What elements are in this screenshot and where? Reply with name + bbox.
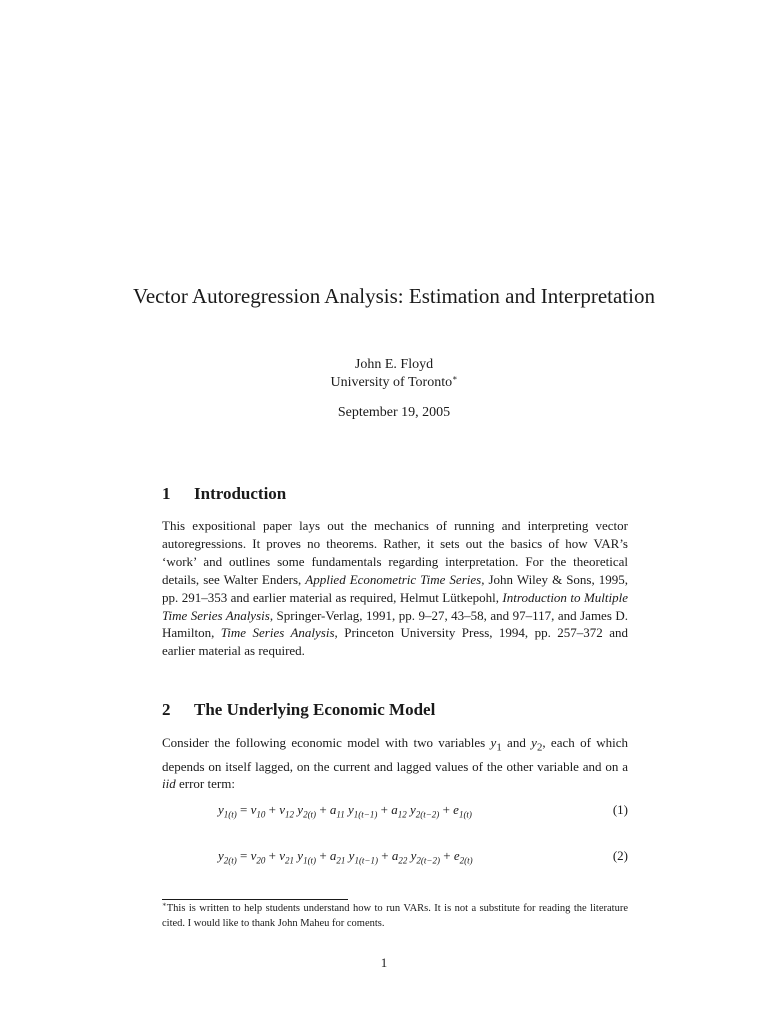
emphasis-text: y [531,735,537,750]
eq-operator: + [439,802,454,817]
footnote-text: This is written to help students understand how to run VARs. It is not a substitute for reading the literature cited. I would like to thank John Maheu for coments. [162,903,628,929]
equation-1 [218,801,628,824]
eq-subscript: 2(t−2) [416,855,440,866]
subscript-text: 2 [536,741,543,754]
eq-symbol: v [279,848,286,863]
footnote [162,902,628,931]
section-number: 2 [162,700,171,719]
eq-symbol: y [406,802,416,817]
paper-title: Vector Autoregression Analysis: Estimation and Interpretation [133,284,655,308]
eq-symbol: y [294,848,304,863]
body-text: and [501,735,532,750]
eq-operator: + [316,802,330,817]
eq-symbol: y [345,848,355,863]
eq-subscript: 1(t) [458,809,472,820]
equation-number: (1) [612,802,628,817]
body-text: , each of which depends on itself lagged, on the current and lagged values of the other variable and on a [162,735,628,774]
emphasis-text: Applied Econometric Time Series [305,571,482,587]
eq-subscript: 1(t−1) [353,809,378,820]
eq-symbol: v [279,802,286,817]
eq-subscript: 1(t) [303,855,317,866]
eq-subscript: 12 [397,809,407,820]
eq-subscript: 2(t−2) [415,809,440,820]
emphasis-text: Introduction to Multiple Time Series Analysis [162,589,628,623]
eq-subscript: 2(t) [459,855,473,866]
equation-number: (2) [612,848,628,863]
eq-subscript: 11 [336,809,345,820]
emphasis-text: iid [162,776,176,792]
paper-date: September 19, 2005 [337,405,451,420]
eq-symbol: y [344,802,354,817]
section-title: Introduction [194,484,287,503]
equation-2 [218,847,628,870]
eq-operator: + [265,848,280,863]
eq-symbol: y [407,848,417,863]
eq-symbol: a [391,848,399,863]
eq-subscript: 22 [398,855,408,866]
author-affiliation: University of Toronto [330,375,453,390]
section-heading-introduction [162,484,286,504]
emphasis-text: Time Series Analysis [220,625,335,641]
eq-symbol: a [329,802,337,817]
eq-subscript: 10 [256,809,266,820]
eq-subscript: 21 [336,855,346,866]
emphasis-text: y [490,735,497,750]
eq-subscript: 2(t) [223,855,237,866]
eq-symbol: y [218,848,224,863]
eq-symbol: a [329,848,337,863]
body-text: , Springer-Verlag, 1991, pp. 9–27, 43–58, and 97–117, and James D. Hamilton, [162,607,628,641]
eq-operator: + [378,848,392,863]
author-name: John E. Floyd [354,357,434,372]
eq-operator: + [316,848,330,863]
affiliation-footnote-mark: ∗ [452,373,458,383]
body-text: This expositional paper lays out the mechanics of running and interpreting vector autoregressions. It proves no theorems. Rather, it sets out the basics of how VAR’s ‘work’ and outlines some fundamentals regarding interpretation. For the theoretical details, see Walter Enders, [162,518,628,587]
subscript-text: 1 [496,741,502,754]
eq-operator: = [236,848,251,863]
eq-operator: + [265,802,280,817]
eq-symbol: e [453,802,459,817]
eq-symbol: v [250,848,257,863]
eq-subscript: 20 [256,855,266,866]
section-heading-economic-model [162,700,435,720]
section-number: 1 [162,484,171,503]
body-text: error term: [175,776,235,792]
eq-symbol: v [250,802,257,817]
eq-subscript: 2(t) [303,809,317,820]
page-number: 1 [380,955,388,970]
eq-symbol: y [294,802,304,817]
economic-model-paragraph [162,734,628,793]
footnote-rule [162,899,348,900]
eq-subscript: 21 [285,855,295,866]
author-block [100,356,688,422]
footnote-mark: ∗ [162,900,167,909]
eq-subscript: 12 [285,809,295,820]
eq-operator: + [439,848,454,863]
section-title: The Underlying Economic Model [194,700,436,719]
eq-subscript: 1(t−1) [354,855,379,866]
eq-subscript: 1(t) [223,809,237,820]
eq-symbol: y [218,802,224,817]
body-text: , Princeton University Press, 1994, pp. 257–372 and earlier material as required. [162,625,629,659]
eq-operator: = [236,802,251,817]
equation-body [218,848,473,866]
body-text: Consider the following economic model with two variables [162,735,491,750]
introduction-paragraph [162,517,628,660]
eq-symbol: e [453,848,460,863]
body-text: , John Wiley & Sons, 1995, pp. 291–353 and earlier material as required, Helmut Lütkepohl, [162,571,628,605]
eq-operator: + [377,802,392,817]
eq-symbol: a [391,802,398,817]
equation-body [218,802,472,820]
